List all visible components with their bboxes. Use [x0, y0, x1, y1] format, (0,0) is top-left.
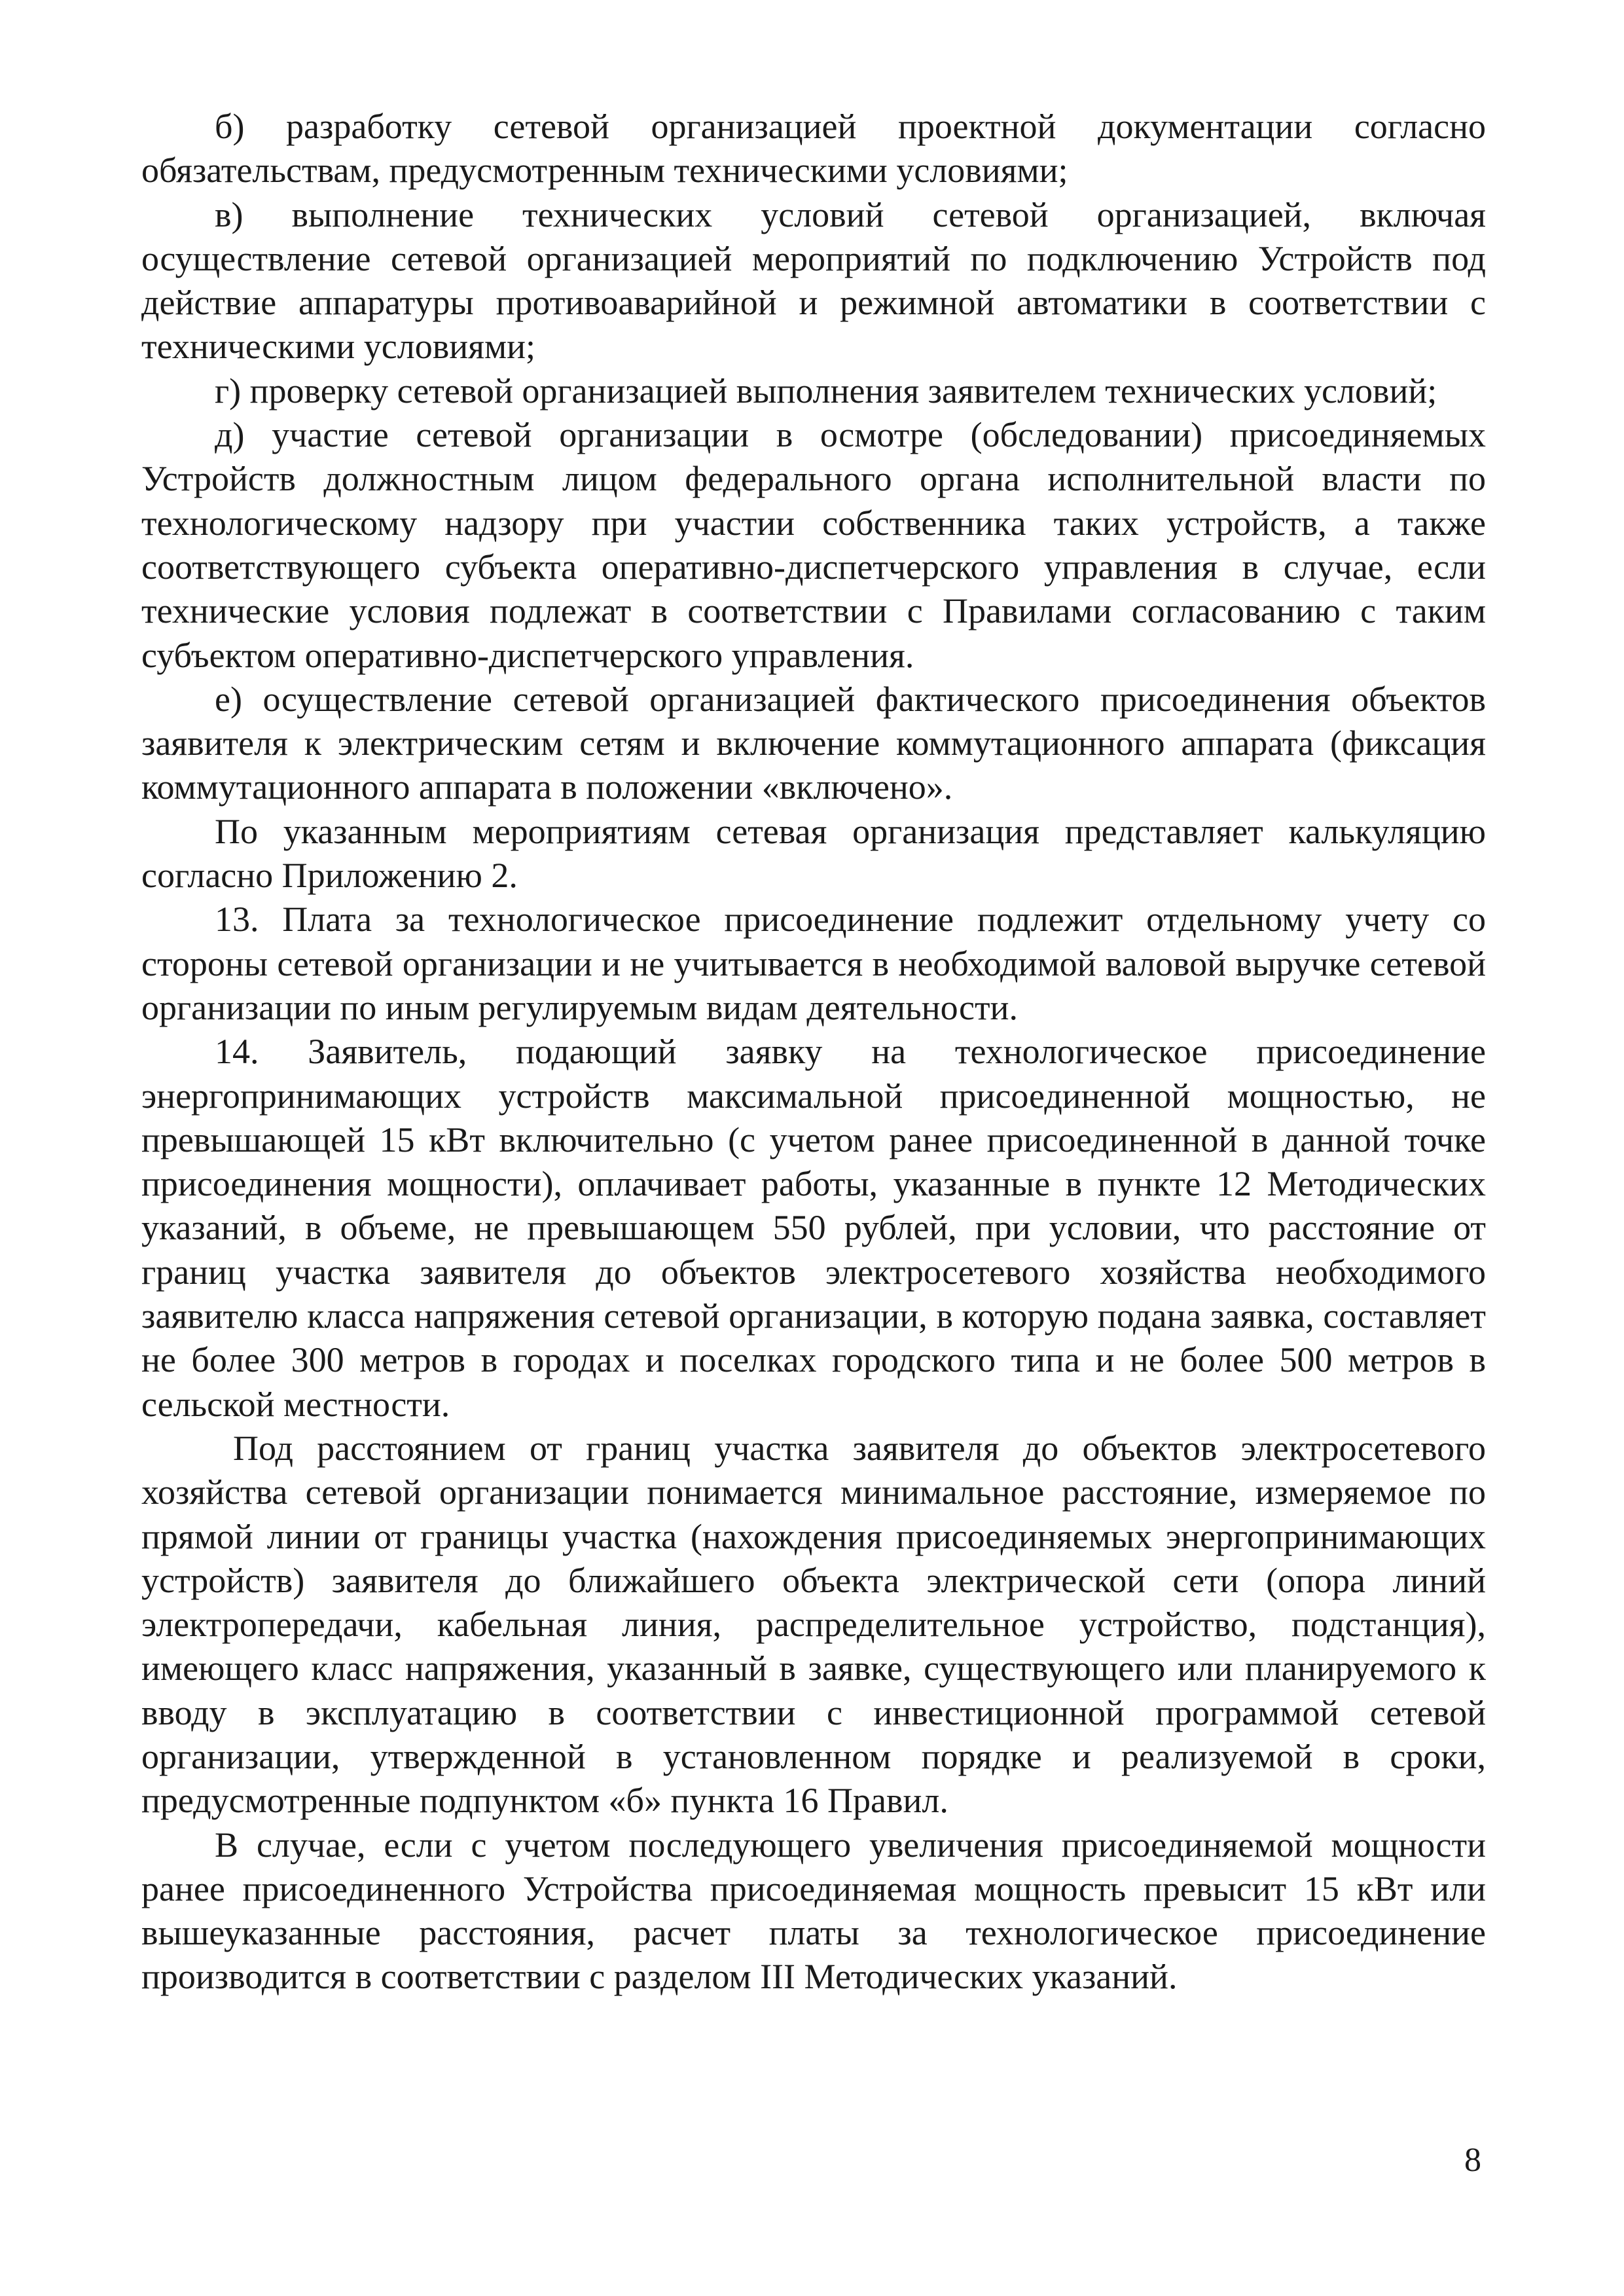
paragraph-v-technical-conditions: в) выполнение технических условий сетевой организацией, включая осуществление сетевой организацией мероприятий по подключению Устройств под действие аппаратуры противоаварийной и режимной автоматики в соответствии с техническими условиями; [141, 194, 1486, 367]
paragraph-g-verification: г) проверку сетевой организацией выполнения заявителем технических условий; [215, 371, 1437, 410]
paragraph-14-applicant-fee: 14. Заявитель, подающий заявку на технологическое присоединение энергопринимающих устройств максимальной присоединенной мощностью, не превышающей 15 кВт включительно (с учетом ранее присоединенной в данной точке присоединения мощности), оплачивает работы, указанные в пункте 12 Методических указаний, в объеме, не превышающем 550 рублей, при условии, что расстояние от границ участка заявителя до объектов электросетевого хозяйства необходимого заявителю класса напряжения сетевой организации, в которую подана заявка, составляет не более 300 метров в городах и поселках городского типа и не более 500 метров в сельской местности. [141, 1032, 1486, 1424]
paragraph-distance-definition: Под расстоянием от границ участка заявителя до объектов электросетевого хозяйства сетевой организации понимается минимальное расстояние, измеряемое по прямой линии от границы участка (нахождения присоединяемых энергопринимающих устройств) заявителя до ближайшего объекта электрической сети (опора линий электропередачи, кабельная линия, распределительное устройство, подстанция), имеющего класс напряжения, указанный в заявке, существующего или планируемого к вводу в эксплуатацию в соответствии с инвестиционной программой сетевой организации, утвержденной в установленном порядке и реализуемой в сроки, предусмотренные подпунктом «б» пункта 16 Правил. [141, 1428, 1486, 1821]
paragraph-d-inspection: д) участие сетевой организации в осмотре (обследовании) присоединяемых Устройств должностным лицом федерального органа исполнительной власти по технологическому надзору при участии собственника таких устройств, а также соответствующего субъекта оперативно-диспетчерского управления в случае, если технические условия подлежат в соответствии с Правилами согласованию с таким субъектом оперативно-диспетчерского управления. [141, 415, 1486, 675]
page-number: 8 [1464, 2141, 1481, 2179]
paragraph-13-fee-accounting: 13. Плата за технологическое присоединение подлежит отдельному учету со стороны сетевой организации и не учитывается в необходимой валовой выручке сетевой организации по иным регулируемым видам деятельности. [141, 900, 1486, 1027]
paragraph-b-project-documentation: б) разработку сетевой организацией проектной документации согласно обязательствам, предусмотренным техническими условиями; [141, 107, 1486, 191]
paragraph-e-actual-connection: е) осуществление сетевой организацией фактического присоединения объектов заявителя к электрическим сетям и включение коммутационного аппарата (фиксация коммутационного аппарата в положении «включено». [141, 679, 1486, 807]
paragraph-capacity-increase: В случае, если с учетом последующего увеличения присоединяемой мощности ранее присоединенного Устройства присоединяемая мощность превысит 15 кВт или вышеуказанные расстояния, расчет платы за технологическое присоединение производится в соответствии с разделом III Методических указаний. [141, 1825, 1486, 1997]
paragraph-calculation: По указанным мероприятиям сетевая организация представляет калькуляцию согласно Приложению 2. [141, 811, 1486, 896]
document-body [141, 105, 1486, 1999]
